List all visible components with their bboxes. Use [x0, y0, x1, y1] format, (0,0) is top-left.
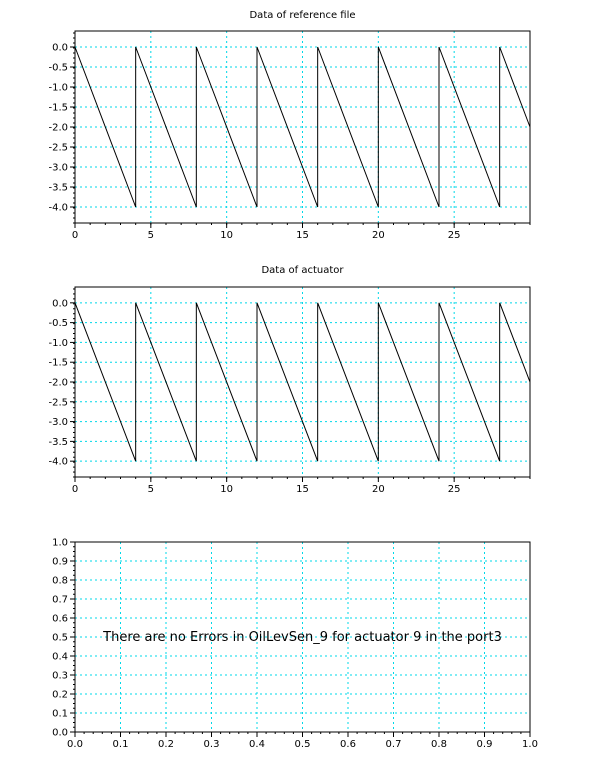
y-tick-label: 1.0: [52, 537, 68, 549]
y-tick-label: 0.9: [52, 556, 68, 568]
y-tick-label: 0.1: [52, 708, 68, 720]
y-tick-label: -2.5: [48, 142, 68, 154]
chart-panel-3: [52, 538, 538, 751]
y-tick-label: 0.3: [52, 670, 68, 682]
y-tick-label: -2.0: [48, 377, 68, 389]
x-tick-label: 10: [220, 230, 234, 241]
y-tick-label: -1.5: [48, 357, 68, 369]
x-tick-label: 0.9: [476, 739, 493, 750]
x-tick-label: 0.7: [385, 739, 402, 750]
x-tick-label: 20: [371, 484, 385, 495]
y-tick-label: -1.5: [48, 102, 68, 114]
x-tick-label: 0.5: [294, 739, 311, 750]
x-tick-label: 25: [447, 230, 461, 241]
x-tick-label: 15: [296, 230, 309, 241]
annotation-text: There are no Errors in OilLevSen_9 for actuator 9 in the port3: [103, 630, 502, 645]
x-tick-label: 10: [220, 484, 234, 495]
y-tick-label: 0.7: [52, 594, 68, 606]
y-tick-label: -0.5: [48, 318, 68, 330]
y-tick-label: -4.0: [48, 202, 68, 214]
x-tick-label: 0.0: [67, 739, 83, 750]
chart-title: Data of actuator: [261, 265, 344, 276]
y-tick-label: 0.8: [52, 575, 68, 587]
x-tick-label: 15: [296, 484, 309, 495]
x-tick-label: 0: [71, 484, 79, 495]
x-tick-label: 0.6: [340, 739, 356, 750]
y-tick-label: 0.0: [52, 727, 68, 739]
y-tick-label: 0.5: [52, 632, 68, 644]
y-tick-label: 0.0: [52, 42, 68, 54]
chart-panel-1: [48, 10, 530, 241]
y-tick-label: -1.0: [48, 337, 68, 349]
y-tick-label: -4.0: [48, 456, 68, 468]
x-tick-label: 0.4: [249, 739, 265, 750]
y-tick-label: 0.2: [52, 689, 68, 701]
x-tick-label: 20: [371, 230, 385, 241]
y-tick-label: -1.0: [48, 82, 68, 94]
x-tick-label: 25: [447, 484, 461, 495]
y-tick-label: -3.5: [48, 436, 68, 448]
chart-title: Data of reference file: [249, 10, 356, 21]
x-tick-label: 5: [147, 484, 155, 495]
x-tick-label: 0.2: [158, 739, 174, 750]
y-tick-label: 0.4: [52, 651, 68, 663]
y-tick-label: 0.6: [52, 613, 68, 625]
x-tick-label: 0.8: [431, 739, 447, 750]
y-tick-label: 0.0: [52, 298, 68, 310]
y-tick-label: -3.0: [48, 162, 68, 174]
y-tick-label: -2.5: [48, 397, 68, 409]
x-tick-label: 0.3: [203, 739, 220, 750]
x-tick-label: 1.0: [522, 739, 538, 750]
chart-panel-2: [48, 265, 530, 495]
x-tick-label: 0.1: [112, 739, 129, 750]
y-tick-label: -3.0: [48, 417, 68, 429]
y-tick-label: -2.0: [48, 122, 68, 134]
y-tick-label: -3.5: [48, 182, 68, 194]
x-tick-label: 0: [71, 230, 79, 241]
x-tick-label: 5: [147, 230, 155, 241]
y-tick-label: -0.5: [48, 62, 68, 74]
